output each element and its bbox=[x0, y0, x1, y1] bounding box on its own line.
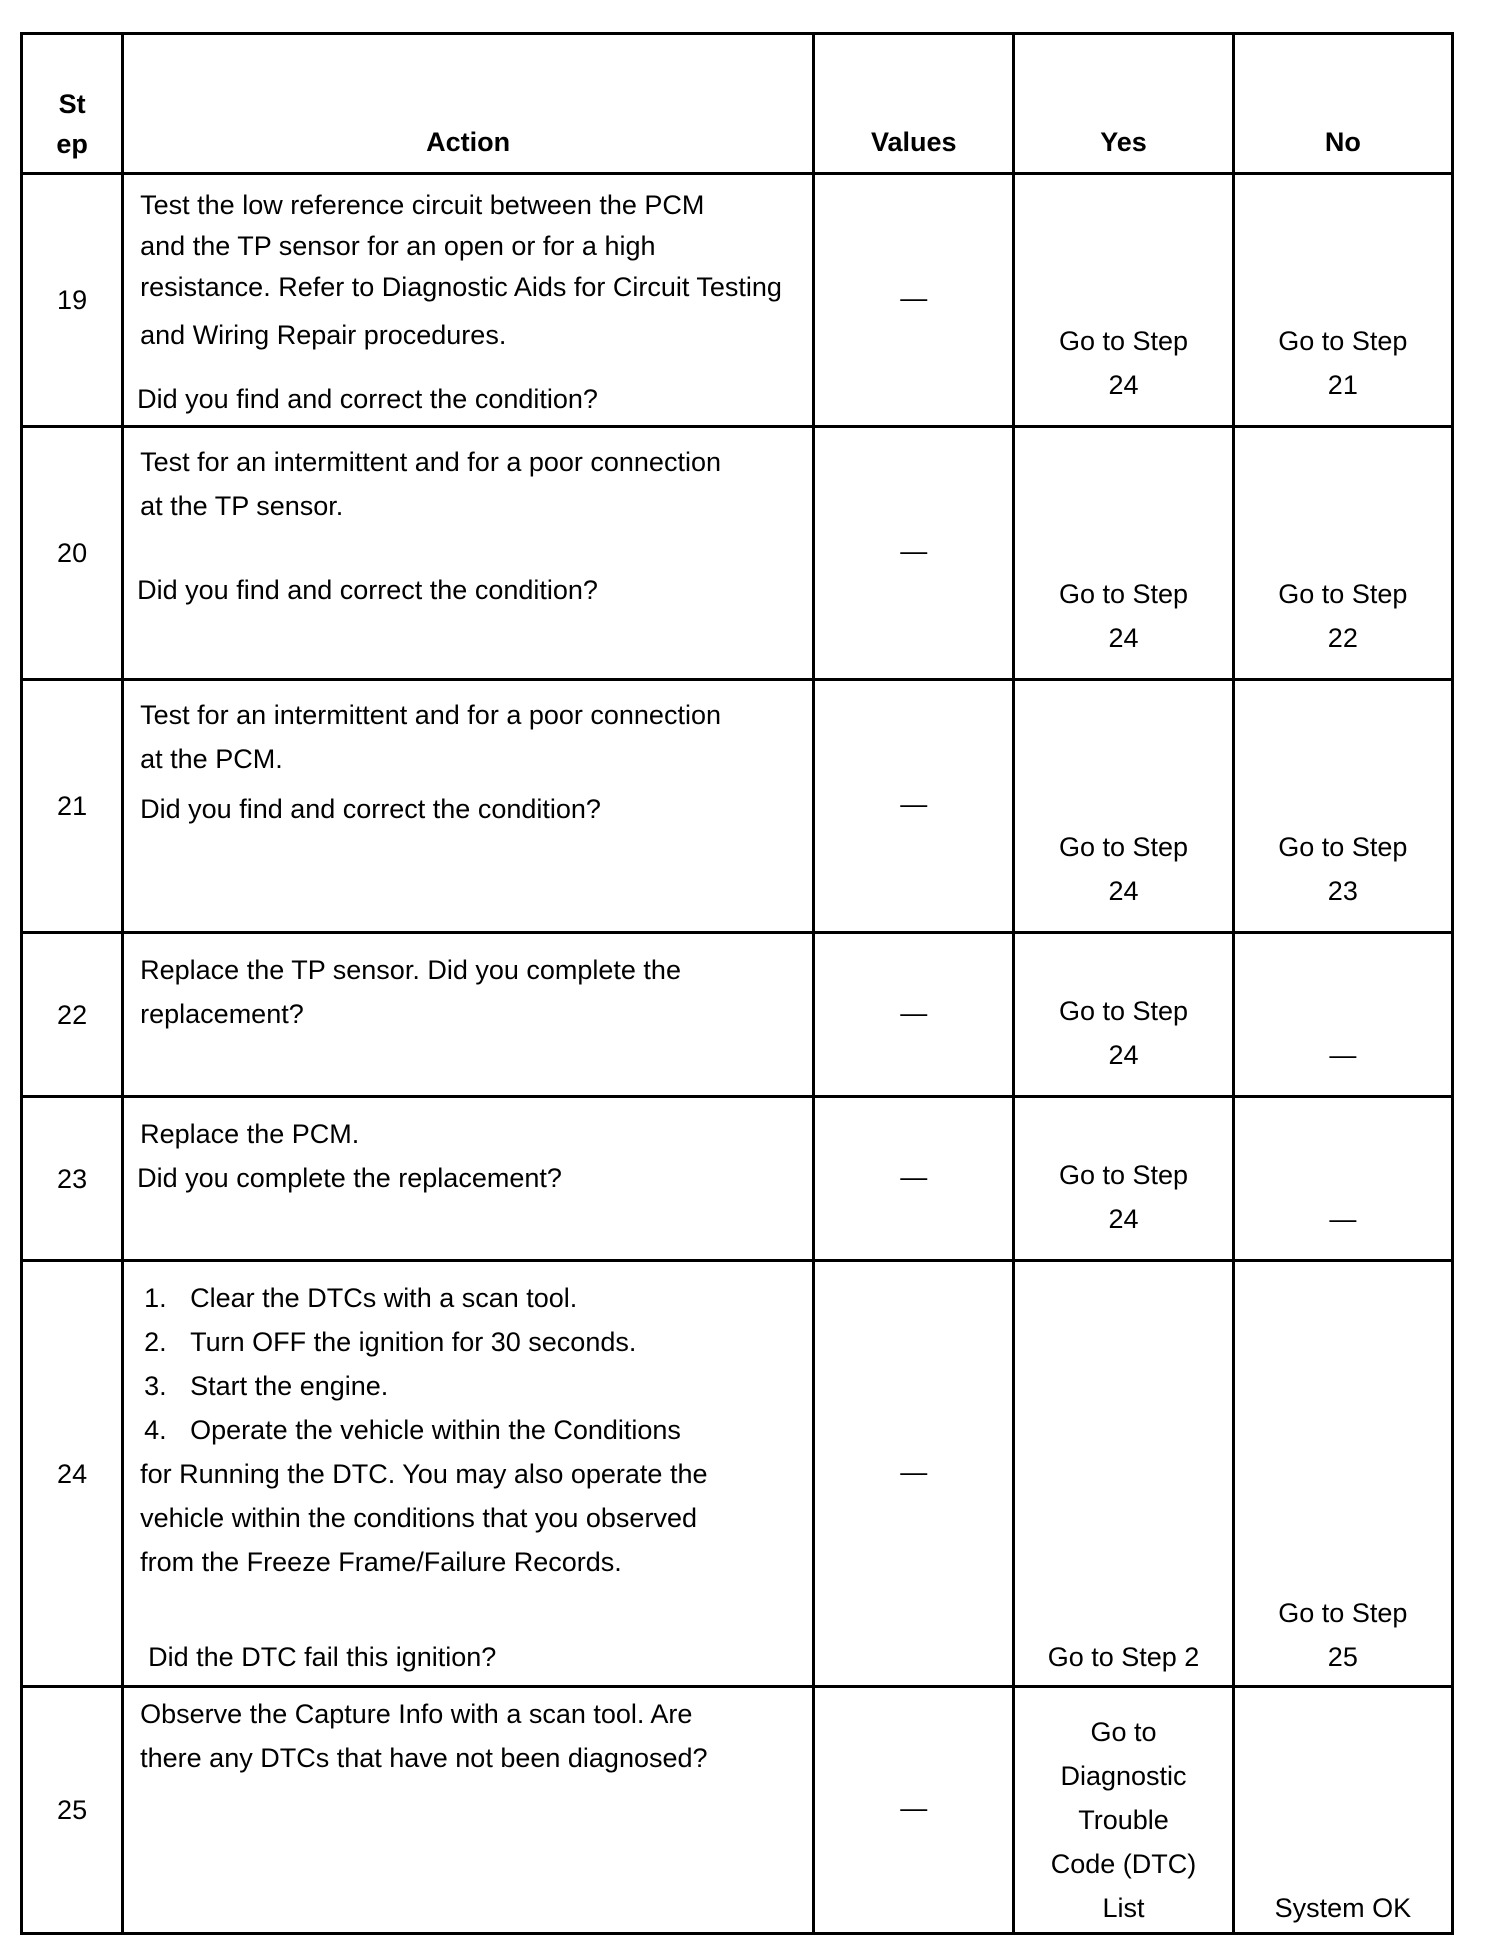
table-row bbox=[22, 174, 1453, 427]
header-step-line1: St bbox=[58, 89, 86, 119]
yes-cell bbox=[1014, 1261, 1233, 1687]
no-cell bbox=[1233, 1097, 1452, 1261]
values-cell bbox=[814, 933, 1014, 1097]
action-cell bbox=[123, 680, 814, 933]
no-cell bbox=[1233, 1687, 1452, 1934]
action-question: Did you find and correct the condition? bbox=[137, 384, 598, 414]
action-line: from the Freeze Frame/Failure Records. bbox=[140, 1547, 622, 1577]
values-cell bbox=[814, 427, 1014, 680]
action-question: Did the DTC fail this ignition? bbox=[148, 1642, 497, 1672]
yes-result-line: Go to Step bbox=[1058, 1160, 1189, 1190]
yes-result-line: Go to Step bbox=[1058, 579, 1189, 609]
values-dash: — bbox=[900, 997, 928, 1028]
no-cell bbox=[1233, 933, 1452, 1097]
yes-cell bbox=[1014, 1687, 1233, 1934]
table-row bbox=[22, 427, 1453, 680]
no-cell bbox=[1233, 1261, 1452, 1687]
values-dash: — bbox=[900, 535, 928, 566]
no-cell bbox=[1233, 174, 1452, 427]
diagnostic-table bbox=[20, 32, 1454, 1935]
table-row bbox=[22, 1261, 1453, 1687]
yes-cell bbox=[1014, 427, 1233, 680]
yes-result-line: Go to Step bbox=[1058, 996, 1189, 1026]
step-number: 22 bbox=[57, 999, 88, 1030]
action-line: Test for an intermittent and for a poor connection bbox=[140, 700, 721, 730]
values-dash: — bbox=[900, 282, 928, 313]
values-dash: — bbox=[900, 1456, 928, 1487]
action-cell bbox=[123, 427, 814, 680]
action-line: Observe the Capture Info with a scan tool. Are bbox=[140, 1699, 693, 1729]
no-dash: — bbox=[1329, 1040, 1357, 1070]
action-line: replacement? bbox=[140, 999, 304, 1029]
yes-result-line: Go to Step bbox=[1058, 326, 1189, 356]
numbered-steps bbox=[140, 1276, 796, 1452]
step-cell bbox=[22, 427, 123, 680]
yes-cell bbox=[1014, 680, 1233, 933]
header-values: Values bbox=[814, 34, 1014, 174]
action-line: and the TP sensor for an open or for a high bbox=[140, 231, 656, 261]
header-step bbox=[22, 34, 123, 174]
no-result-line: Go to Step bbox=[1278, 1598, 1408, 1628]
step-cell bbox=[22, 680, 123, 933]
values-dash: — bbox=[900, 1161, 928, 1192]
table-row bbox=[22, 680, 1453, 933]
step-cell bbox=[22, 174, 123, 427]
action-line: at the TP sensor. bbox=[140, 491, 344, 521]
action-line: Test for an intermittent and for a poor connection bbox=[140, 447, 721, 477]
step-cell bbox=[22, 1261, 123, 1687]
action-line: Test the low reference circuit between the PCM bbox=[140, 190, 705, 220]
step-cell bbox=[22, 933, 123, 1097]
values-cell bbox=[814, 1261, 1014, 1687]
list-item: 1. Clear the DTCs with a scan tool. bbox=[144, 1283, 578, 1313]
action-cell bbox=[123, 1261, 814, 1687]
list-item: 3. Start the engine. bbox=[144, 1371, 389, 1401]
values-dash: — bbox=[900, 788, 928, 819]
table-row bbox=[22, 1687, 1453, 1934]
action-line: Did you complete the replacement? bbox=[137, 1163, 562, 1193]
action-line: and Wiring Repair procedures. bbox=[140, 320, 507, 350]
yes-result-line: 24 bbox=[1108, 370, 1139, 400]
step-cell bbox=[22, 1097, 123, 1261]
step-cell bbox=[22, 1687, 123, 1934]
step-number: 19 bbox=[57, 285, 88, 315]
no-result-line: Go to Step bbox=[1278, 832, 1408, 862]
list-item: 4. Operate the vehicle within the Conditions bbox=[144, 1415, 681, 1445]
yes-cell bbox=[1014, 174, 1233, 427]
step-number: 21 bbox=[57, 791, 88, 821]
values-cell bbox=[814, 1097, 1014, 1261]
yes-result-line: 24 bbox=[1108, 623, 1139, 653]
action-cell bbox=[123, 933, 814, 1097]
yes-result-line: Go to bbox=[1090, 1717, 1157, 1747]
no-result-line: 21 bbox=[1327, 370, 1358, 400]
yes-result-line: Trouble bbox=[1078, 1805, 1169, 1835]
action-question: Did you find and correct the condition? bbox=[137, 575, 598, 605]
no-result-line: Go to Step bbox=[1278, 579, 1408, 609]
values-cell bbox=[814, 1687, 1014, 1934]
list-item: 2. Turn OFF the ignition for 30 seconds. bbox=[144, 1327, 637, 1357]
action-line: vehicle within the conditions that you observed bbox=[140, 1503, 697, 1533]
action-line: Replace the TP sensor. Did you complete the bbox=[140, 955, 681, 985]
no-result-line: System OK bbox=[1274, 1893, 1412, 1923]
action-line: there any DTCs that have not been diagnosed? bbox=[140, 1743, 708, 1773]
action-cell bbox=[123, 1687, 814, 1934]
yes-result-line: 24 bbox=[1108, 876, 1139, 906]
action-line: resistance. Refer to Diagnostic Aids for Circuit Testing bbox=[140, 272, 782, 302]
values-cell bbox=[814, 680, 1014, 933]
action-cell bbox=[123, 1097, 814, 1261]
no-result-line: 23 bbox=[1327, 876, 1358, 906]
action-line: Replace the PCM. bbox=[140, 1119, 360, 1149]
values-cell bbox=[814, 174, 1014, 427]
table-row bbox=[22, 933, 1453, 1097]
header-step-line2: ep bbox=[56, 129, 88, 159]
values-dash: — bbox=[900, 1792, 928, 1823]
header-action: Action bbox=[123, 34, 814, 174]
yes-result-line: Diagnostic bbox=[1060, 1761, 1187, 1791]
no-result-line: 22 bbox=[1327, 623, 1358, 653]
yes-result-line: List bbox=[1102, 1893, 1145, 1923]
step-number: 20 bbox=[57, 538, 88, 568]
yes-result-line: 24 bbox=[1108, 1204, 1139, 1234]
no-dash: — bbox=[1329, 1204, 1357, 1234]
action-question: Did you find and correct the condition? bbox=[140, 794, 601, 824]
header-no: No bbox=[1233, 34, 1452, 174]
step-number: 24 bbox=[57, 1458, 88, 1489]
step-number: 25 bbox=[57, 1795, 88, 1825]
step-number: 23 bbox=[57, 1163, 88, 1194]
action-cell bbox=[123, 174, 814, 427]
yes-cell bbox=[1014, 933, 1233, 1097]
yes-result-line: Go to Step 2 bbox=[1047, 1642, 1200, 1672]
no-result-line: 25 bbox=[1327, 1642, 1358, 1672]
table-header-row bbox=[22, 34, 1453, 174]
no-cell bbox=[1233, 427, 1452, 680]
header-yes: Yes bbox=[1014, 34, 1233, 174]
table-row bbox=[22, 1097, 1453, 1261]
no-cell bbox=[1233, 680, 1452, 933]
action-line: at the PCM. bbox=[140, 744, 283, 774]
yes-cell bbox=[1014, 1097, 1233, 1261]
action-line: for Running the DTC. You may also operate the bbox=[140, 1459, 708, 1489]
no-result-line: Go to Step bbox=[1278, 326, 1408, 356]
yes-result-line: Go to Step bbox=[1058, 832, 1189, 862]
yes-result-line: Code (DTC) bbox=[1050, 1849, 1197, 1879]
yes-result-line: 24 bbox=[1108, 1040, 1139, 1070]
